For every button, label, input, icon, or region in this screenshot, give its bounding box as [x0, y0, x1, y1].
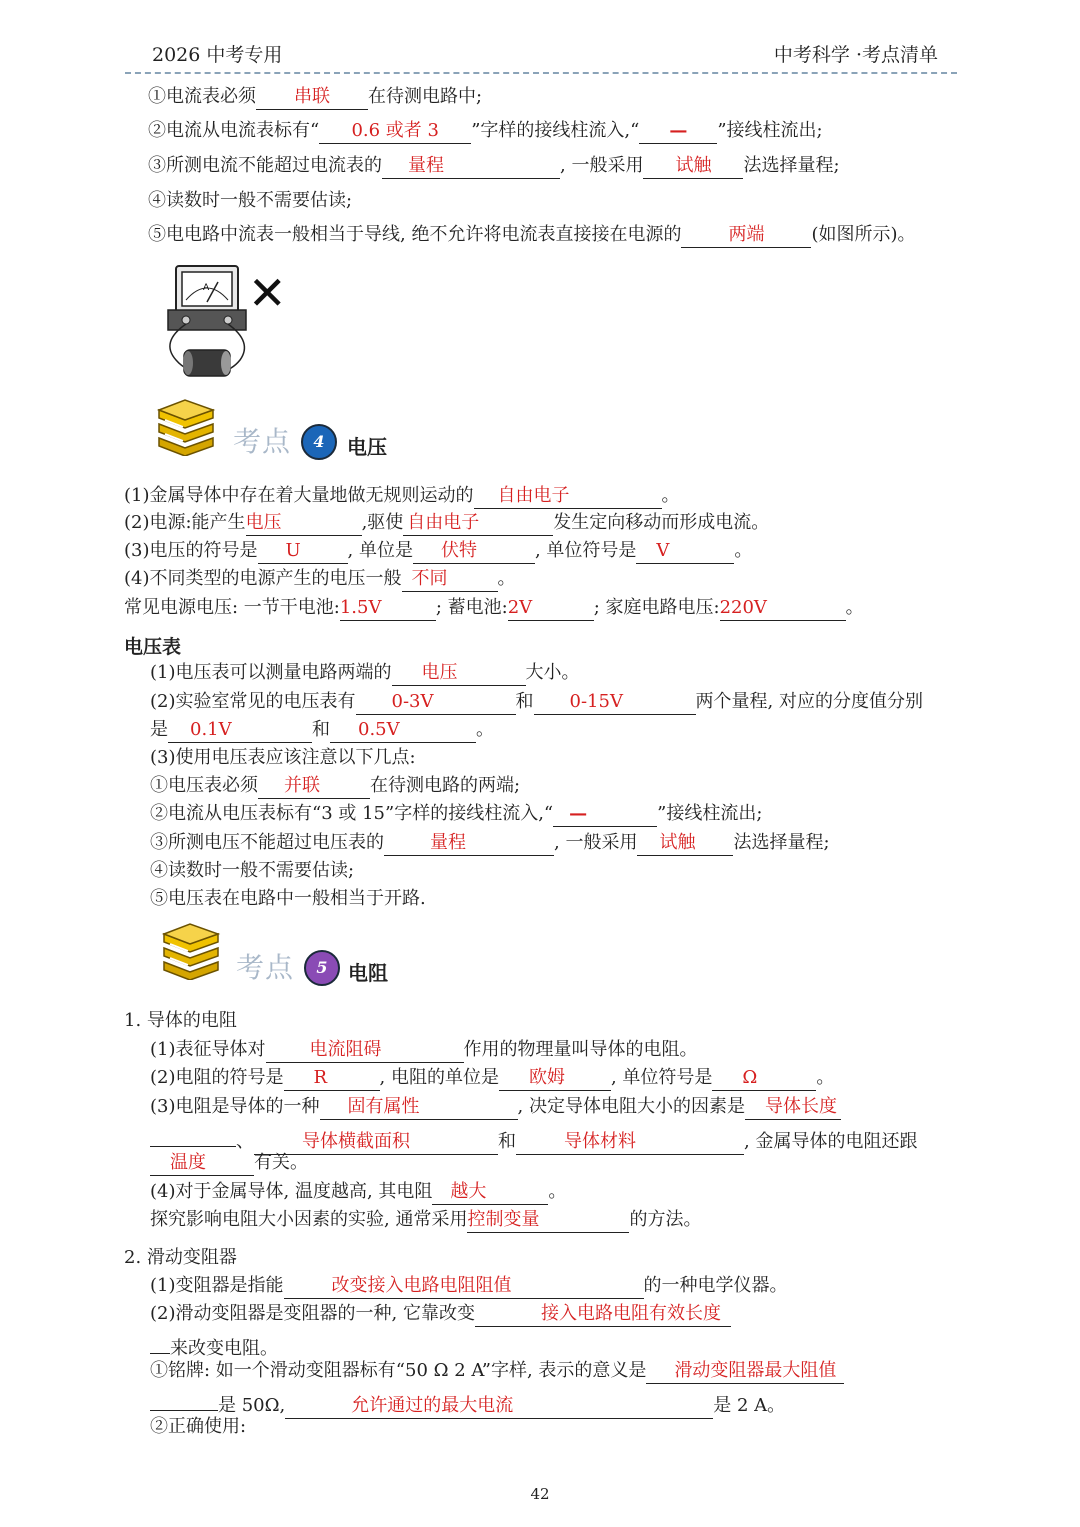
voltage-line-4 [124, 566, 516, 592]
answer-text: 电流阻碍 [309, 1039, 382, 1060]
text: 大小。 [525, 662, 580, 683]
answer-text: 导体横截面积 [302, 1131, 410, 1152]
text: 常见电源电压: 一节干电池: [124, 597, 340, 618]
answer-blank [712, 1066, 816, 1091]
text: 。 [816, 1067, 835, 1088]
text: ”接线柱流出; [717, 120, 823, 141]
answer-blank [340, 596, 436, 621]
text: ③所测电压不能超过电压表的 [150, 832, 384, 853]
text: (2)电阻的符号是 [150, 1067, 284, 1088]
page-number: 42 [530, 1485, 550, 1503]
answer-blank [475, 1302, 731, 1327]
answer-blank [646, 1359, 844, 1384]
answer-blank [258, 774, 370, 799]
text: 是 50Ω, [218, 1395, 286, 1416]
voltmeter-line-3 [150, 717, 494, 743]
answer-blank [284, 1274, 644, 1299]
text: (1)变阻器是指能 [150, 1275, 284, 1296]
header-divider [125, 72, 957, 74]
text: (2)电源:能产生 [124, 512, 246, 533]
answer-text: 固有属性 [347, 1096, 420, 1117]
text: ; 家庭电路电压: [593, 597, 720, 618]
voltmeter-line-9: ⑤电压表在电路中一般相当于开路. [150, 888, 426, 909]
answer-blank [384, 831, 554, 856]
text: 。 [661, 485, 680, 506]
answer-text: 自由电子 [407, 512, 480, 533]
answer-blank [320, 1095, 518, 1120]
answer-text: 2V [507, 597, 533, 618]
resistance-line-7 [150, 1207, 701, 1233]
text: 、 [236, 1131, 254, 1152]
answer-text: — [569, 803, 588, 824]
resistance-line-1 [150, 1037, 698, 1063]
text: ①铭牌: 如一个滑动变阻器标有“50 Ω 2 A”字样, 表示的意义是 [150, 1360, 647, 1381]
text: , 单位是 [347, 540, 413, 561]
answer-text: 0-15V [569, 691, 623, 712]
kaodian-label: 考点 [233, 425, 292, 458]
empty-blank [150, 1122, 236, 1147]
ammeter-short-circuit-figure [158, 262, 298, 382]
text: 。 [548, 1181, 567, 1202]
answer-text: 允许通过的最大电流 [351, 1395, 514, 1416]
text: ; 蓄电池: [435, 597, 508, 618]
text: 是 [150, 719, 168, 740]
ammeter-rule-5 [148, 222, 916, 248]
text: , 单位符号是 [534, 540, 637, 561]
text: 的方法。 [629, 1209, 702, 1230]
kaodian-number-badge: 4 [301, 424, 337, 460]
voltage-line-2 [124, 510, 769, 536]
answer-blank [745, 1095, 841, 1120]
answer-blank [474, 484, 662, 509]
text: (3)电阻是导体的一种 [150, 1096, 320, 1117]
answer-text: 导体材料 [564, 1131, 636, 1152]
voltmeter-line-7 [150, 830, 830, 856]
voltmeter-line-5 [150, 773, 520, 799]
answer-text: Ω [742, 1067, 758, 1088]
text: 作用的物理量叫导体的电阻。 [463, 1039, 698, 1060]
text: ,驱使 [361, 512, 404, 533]
answer-text: 量程 [430, 832, 466, 853]
answer-blank [284, 1066, 380, 1091]
resistance-line-2 [150, 1065, 834, 1091]
empty-blank [150, 1329, 170, 1354]
empty-blank [150, 1386, 218, 1411]
text: , 电阻的单位是 [379, 1067, 499, 1088]
answer-blank [246, 511, 362, 536]
header-left-title: 2026 中考专用 [152, 44, 283, 66]
resistance-line-3 [150, 1094, 841, 1120]
text: (如图所示)。 [811, 224, 916, 245]
resistance-heading-2: 2. 滑动变阻器 [124, 1247, 237, 1268]
text: 在待测电路中; [368, 86, 483, 107]
answer-blank [258, 539, 348, 564]
kaodian-title: 电阻 [348, 961, 388, 985]
answer-text: 控制变量 [467, 1209, 540, 1230]
text: 法选择量程; [743, 155, 840, 176]
rheostat-line-1 [150, 1273, 788, 1299]
answer-text: 电压 [421, 662, 458, 683]
answer-text: 0.5V [358, 719, 400, 740]
voltmeter-line-8: ④读数时一般不需要估读; [150, 860, 355, 881]
answer-text: 0.1V [190, 719, 232, 740]
text: 两个量程, 对应的分度值分别 [695, 691, 923, 712]
answer-text: 220V [719, 597, 767, 618]
text: 来改变电阻。 [170, 1338, 278, 1359]
answer-blank [266, 1038, 464, 1063]
answer-text: 导体长度 [764, 1096, 837, 1117]
answer-blank [534, 690, 696, 715]
text: 探究影响电阻大小因素的实验, 通常采用 [150, 1209, 468, 1230]
answer-blank [413, 539, 535, 564]
answer-blank [508, 596, 594, 621]
text: ①电压表必须 [150, 775, 258, 796]
text: 和 [312, 719, 330, 740]
rheostat-line-2 [150, 1301, 731, 1327]
kaodian-5-heading [160, 922, 420, 985]
kaodian-4-heading [155, 398, 415, 458]
book-stack-icon [155, 398, 217, 456]
text: (4)不同类型的电源产生的电压一般 [124, 568, 402, 589]
text: , 一般采用 [554, 832, 638, 853]
text: 。 [734, 540, 753, 561]
resistance-line-6 [150, 1179, 566, 1205]
text: 。 [497, 568, 516, 589]
answer-blank [356, 690, 516, 715]
resistance-line-5 [150, 1150, 308, 1176]
text: ⑤电电路中流表一般相当于导线, 绝不允许将电流表直接接在电源的 [148, 224, 682, 245]
resistance-line-4 [150, 1122, 918, 1152]
answer-text: R [313, 1067, 328, 1088]
text: (2)实验室常见的电压表有 [150, 691, 356, 712]
answer-blank [553, 802, 657, 827]
voltage-line-1 [124, 483, 680, 509]
answer-blank [637, 831, 733, 856]
kaodian-title: 电压 [347, 435, 387, 459]
rheostat-line-3 [150, 1329, 278, 1359]
text: ①电流表必须 [148, 86, 256, 107]
answer-text: 欧姆 [528, 1067, 565, 1088]
answer-blank [392, 661, 526, 686]
voltage-line-3 [124, 538, 752, 564]
answer-text: 不同 [411, 568, 448, 589]
book-stack-icon [160, 922, 222, 980]
answer-blank [467, 1208, 629, 1233]
answer-text: 越大 [450, 1181, 487, 1202]
rheostat-line-6: ②正确使用: [150, 1416, 247, 1437]
answer-blank [636, 539, 734, 564]
answer-blank [168, 718, 312, 743]
answer-text: 量程 [408, 155, 444, 176]
voltmeter-line-1 [150, 660, 580, 686]
ammeter-rule-1 [148, 84, 482, 110]
text: (1)电压表可以测量电路两端的 [150, 662, 392, 683]
text: 的一种电学仪器。 [643, 1275, 788, 1296]
answer-text: 电压 [245, 512, 282, 533]
text: 。 [845, 597, 864, 618]
text: ②电流从电压表标有“3 或 15”字样的接线柱流入,“ [150, 803, 554, 824]
answer-blank [720, 596, 846, 621]
text: (1)金属导体中存在着大量地做无规则运动的 [124, 485, 474, 506]
answer-text: 滑动变阻器最大阻值 [674, 1360, 837, 1381]
answer-text: 0-3V [391, 691, 434, 712]
answer-blank: 0.6 或者 3 [319, 119, 471, 144]
answer-blank [150, 1151, 254, 1176]
answer-text: 温度 [170, 1152, 206, 1173]
answer-text: 改变接入电路电阻阻值 [331, 1275, 512, 1296]
rheostat-line-4 [150, 1358, 844, 1384]
answer-text: 伏特 [440, 540, 477, 561]
ammeter-rule-3 [148, 153, 840, 179]
text: 是 2 A。 [713, 1395, 786, 1416]
text: ②电流从电流表标有“ [148, 120, 320, 141]
answer-blank [285, 1394, 713, 1419]
text: 在待测电路的两端; [370, 775, 521, 796]
text: ③所测电流不能超过电流表的 [148, 155, 382, 176]
voltmeter-line-2 [150, 689, 923, 715]
text: 和 [498, 1131, 516, 1152]
text: 法选择量程; [733, 832, 830, 853]
answer-text: 试触 [659, 832, 696, 853]
text: ”字样的接线柱流入,“ [471, 120, 640, 141]
text: 和 [515, 691, 534, 712]
answer-blank [516, 1130, 744, 1155]
text: 。 [476, 719, 494, 740]
text: , 决定导体电阻大小的因素是 [517, 1096, 745, 1117]
text: (2)滑动变阻器是变阻器的一种, 它靠改变 [150, 1303, 475, 1324]
rheostat-line-5 [150, 1386, 786, 1416]
text: 发生定向移动而形成电流。 [553, 512, 770, 533]
answer-blank: 试触 [643, 154, 743, 179]
ammeter-rule-2 [148, 118, 823, 144]
answer-blank [432, 1180, 548, 1205]
text: , 一般采用 [560, 155, 644, 176]
text: (4)对于金属导体, 温度越高, 其电阻 [150, 1181, 433, 1202]
answer-blank: 串联 [256, 85, 368, 110]
voltmeter-title: 电压表 [124, 636, 182, 658]
answer-blank [382, 154, 560, 179]
answer-text: 并联 [284, 775, 320, 796]
voltmeter-line-4: (3)使用电压表应该注意以下几点: [150, 747, 416, 768]
voltage-line-5 [124, 595, 864, 621]
text: (1)表征导体对 [150, 1039, 266, 1060]
meter-letter: A [203, 283, 210, 293]
text: , 单位符号是 [610, 1067, 713, 1088]
answer-blank [403, 511, 553, 536]
text: 有关。 [254, 1152, 308, 1173]
answer-text: U [285, 540, 301, 561]
answer-blank: — [639, 119, 717, 144]
answer-text: 自由电子 [497, 485, 570, 506]
text: (3)电压的符号是 [124, 540, 258, 561]
answer-text: V [656, 540, 670, 561]
text: , 金属导体的电阻还跟 [744, 1131, 918, 1152]
resistance-heading-1: 1. 导体的电阻 [124, 1010, 237, 1031]
answer-blank: 两端 [681, 223, 811, 248]
cross-mark-icon: ✕ [248, 266, 287, 320]
voltmeter-line-6 [150, 801, 762, 827]
answer-blank [402, 567, 498, 592]
answer-text: 1.5V [339, 597, 382, 618]
kaodian-label: 考点 [236, 951, 295, 984]
header-right-title: 中考科学 ·考点清单 [773, 44, 938, 66]
ammeter-rule-4: ④读数时一般不需要估读; [148, 190, 353, 211]
answer-blank [499, 1066, 611, 1091]
kaodian-number-badge: 5 [304, 950, 340, 986]
answer-blank [330, 718, 476, 743]
text: ”接线柱流出; [657, 803, 763, 824]
answer-text: 接入电路电阻有效长度 [540, 1303, 721, 1324]
